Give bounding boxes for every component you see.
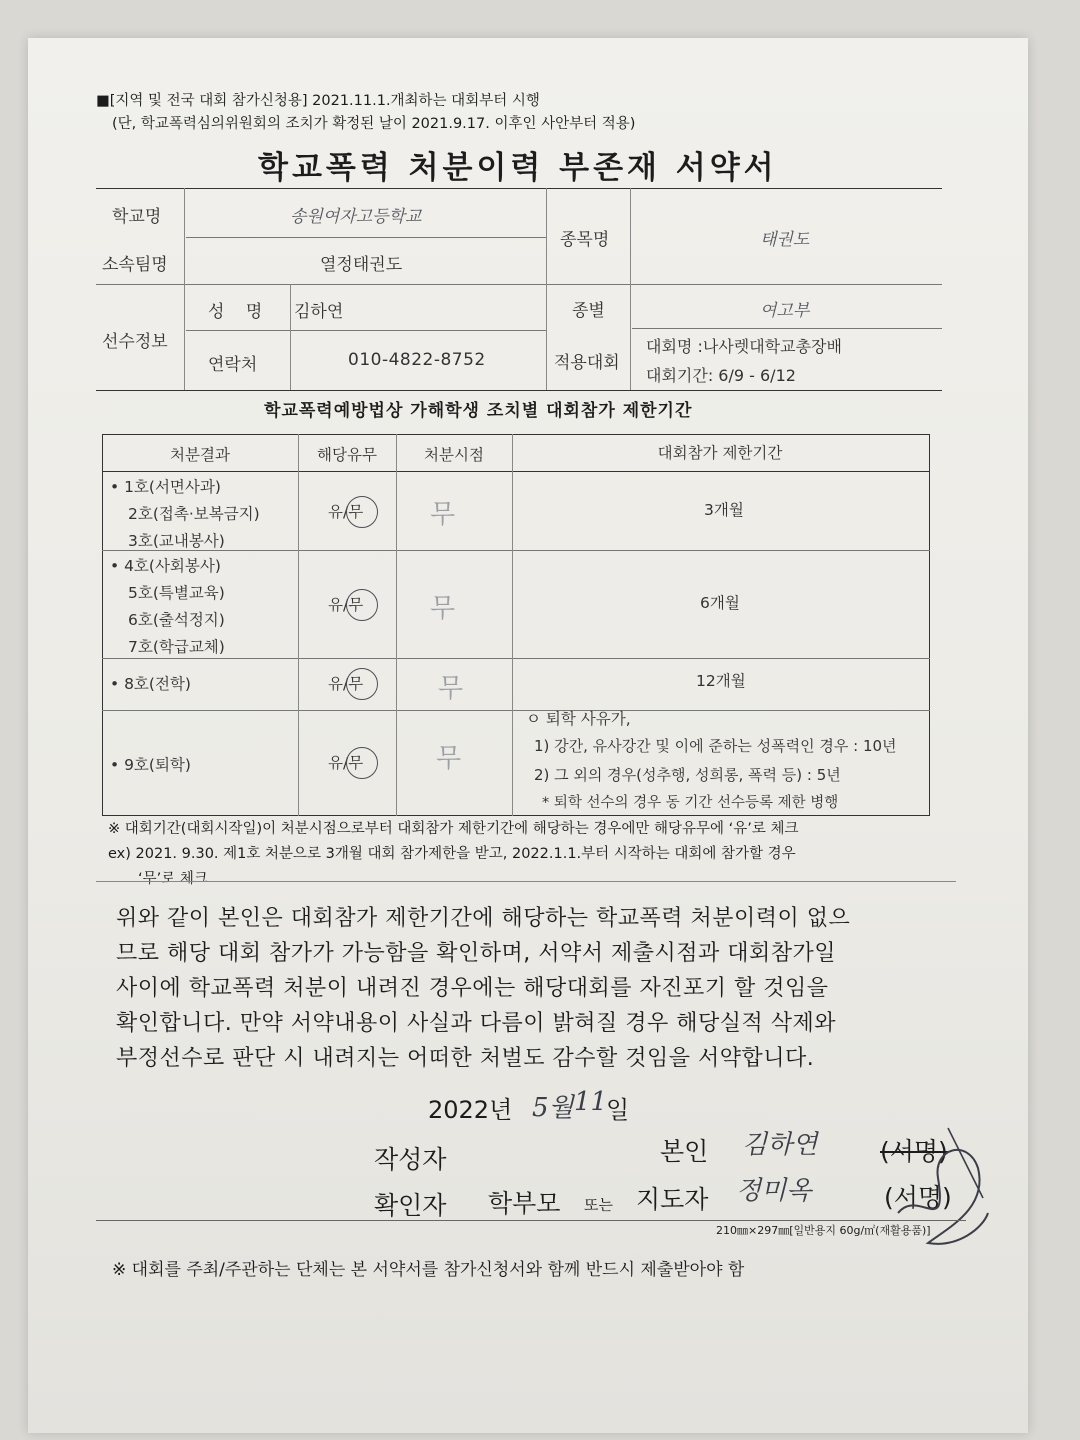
row3-check: 유/무 (328, 675, 364, 693)
row1-line2: 2호(접촉·보복금지) (128, 505, 260, 523)
row4-limit-line3: 2) 그 외의 경우(성추행, 성희롱, 폭력 등) : 5년 (534, 766, 841, 784)
row4-limit-line2: 1) 강간, 유사강간 및 이에 준하는 성폭력인 경우 : 10년 (534, 737, 897, 755)
row3-time-mark: 무 (438, 674, 464, 704)
category-value: 여고부 (760, 301, 810, 321)
signature-divider (96, 1220, 966, 1221)
info-bottom-border (96, 390, 942, 391)
col-header-time: 처분시점 (424, 446, 484, 464)
info-row-divider (96, 284, 942, 285)
info-row-divider (186, 237, 546, 238)
table-col-divider (396, 434, 397, 816)
name-value: 김하연 (294, 302, 344, 322)
info-col-divider (630, 188, 631, 390)
pledge-line-4: 확인합니다. 만약 서약내용이 사실과 다름이 밝혀질 경우 해당실적 삭제와 (116, 1011, 837, 1036)
school-label: 학교명 (112, 207, 162, 227)
competition-name: 대회명 :나사렛대학교총장배 (646, 337, 842, 356)
col-header-applicable: 해당유무 (317, 446, 377, 464)
header-notice-2: (단, 학교폭력심의위원회의 조치가 확정된 날이 2021.9.17. 이후인 사안부터 적용) (112, 116, 636, 132)
pledge-line-2: 므로 해당 대회 참가가 가능함을 확인하며, 서약서 제출시점과 대회참가일 (116, 941, 837, 966)
table-row-divider (102, 550, 930, 551)
player-info-label: 선수정보 (102, 332, 168, 352)
school-value: 송원여자고등학교 (290, 207, 422, 227)
note-3: ‘무’로 체크 (138, 871, 208, 887)
date-day: 11 (574, 1087, 608, 1117)
info-top-border (96, 188, 942, 189)
row4-time-mark: 무 (436, 744, 462, 774)
self-label: 본인 (660, 1137, 709, 1166)
row2-line1: • 4호(사회봉사) (110, 557, 221, 575)
or-label: 또는 (584, 1196, 613, 1214)
writer-label: 작성자 (374, 1145, 447, 1174)
note-2: ex) 2021. 9.30. 제1호 처분으로 3개월 대회 참가제한을 받고, 2022.1.1.부터 시작하는 대회에 참가할 경우 (108, 846, 796, 862)
row2-line4: 7호(학급교체) (128, 638, 225, 656)
info-row-divider (186, 330, 546, 331)
table-heading: 학교폭력예방법상 가해학생 조치별 대회참가 제한기간 (264, 401, 693, 421)
event-value: 태권도 (760, 230, 810, 250)
note-1: ※ 대회기간(대회시작일)이 처분시점으로부터 대회참가 제한기간에 해당하는 경우에만 해당유무에 ‘유’로 체크 (108, 821, 799, 837)
col-header-result: 처분결과 (170, 446, 230, 464)
row4-check: 유/무 (328, 754, 364, 772)
event-label: 종목명 (560, 230, 610, 250)
category-label: 종별 (572, 301, 605, 321)
table-col-divider (298, 434, 299, 816)
date-month: 5월 (532, 1093, 574, 1123)
date-year: 2022년 (428, 1096, 513, 1124)
team-value: 열정태권도 (320, 255, 403, 275)
date-suffix: 일 (606, 1096, 630, 1124)
pledge-line-3: 사이에 학교폭력 처분이 내려진 경우에는 해당대회를 자진포기 할 것임을 (116, 976, 829, 1001)
signature-placeholder-1: (서명) (880, 1137, 948, 1166)
row2-line3: 6호(출석정지) (128, 611, 225, 629)
table-row-divider (102, 658, 930, 659)
row1-limit: 3개월 (704, 501, 744, 519)
row3-line1: • 8호(전학) (110, 675, 191, 693)
pledge-line-1: 위와 같이 본인은 대회참가 제한기간에 해당하는 학교폭력 처분이력이 없으 (116, 906, 851, 931)
row2-limit: 6개월 (700, 594, 740, 612)
coach-signature-name: 정미옥 (736, 1176, 812, 1206)
check-circle-mark (346, 589, 378, 621)
check-circle-mark (346, 747, 378, 779)
check-circle-mark (346, 668, 378, 700)
phone-value: 010-4822-8752 (348, 350, 486, 370)
info-col-divider (290, 284, 291, 390)
row1-line3: 3호(교내봉사) (128, 532, 225, 550)
confirmer-label: 확인자 (374, 1191, 447, 1220)
name-label: 성 명 (208, 302, 271, 322)
row4-limit-line1: ㅇ 퇴학 사유가, (526, 710, 631, 728)
info-col-divider (184, 188, 185, 390)
phone-label: 연락처 (208, 355, 258, 375)
competition-period: 대회기간: 6/9 - 6/12 (646, 366, 796, 385)
row3-limit: 12개월 (696, 672, 746, 690)
row2-line2: 5호(특별교육) (128, 584, 225, 602)
footer-notice: ※ 대회를 주최/주관하는 단체는 본 서약서를 참가신청서와 함께 반드시 제출받아야 함 (112, 1260, 745, 1280)
row1-time-mark: 무 (430, 500, 456, 530)
table-col-divider (512, 434, 513, 816)
info-col-divider (546, 188, 547, 390)
parent-label: 학부모 (488, 1189, 561, 1218)
row2-check: 유/무 (328, 596, 364, 614)
document-page (28, 38, 1028, 1433)
coach-label: 지도자 (636, 1185, 709, 1214)
signature-placeholder-2: (서명) (884, 1183, 952, 1212)
table-header-border (102, 471, 930, 472)
table-row-divider (102, 710, 930, 711)
row1-line1: • 1호(서면사과) (110, 478, 221, 496)
paper-spec: 210㎜×297㎜[일반용지 60g/㎡(재활용품)] (716, 1224, 931, 1237)
pledge-line-5: 부정선수로 판단 시 내려지는 어떠한 처벌도 감수할 것임을 서약합니다. (116, 1046, 815, 1071)
check-circle-mark (346, 496, 378, 528)
document-title: 학교폭력 처분이력 부존재 서약서 (258, 150, 778, 186)
row4-limit-line4: * 퇴학 선수의 경우 동 기간 선수등록 제한 병행 (542, 795, 839, 811)
info-row-divider (632, 328, 942, 329)
row2-time-mark: 무 (430, 594, 456, 624)
team-label: 소속팀명 (102, 255, 168, 275)
notes-divider (96, 881, 956, 882)
competition-label: 적용대회 (554, 353, 620, 373)
header-notice-1: ■[지역 및 전국 대회 참가신청용] 2021.11.1.개최하는 대회부터 시행 (96, 93, 540, 109)
row1-check: 유/무 (328, 503, 364, 521)
col-header-limit: 대회참가 제한기간 (657, 444, 783, 462)
row4-line1: • 9호(퇴학) (110, 756, 191, 774)
self-signature-name: 김하연 (742, 1130, 818, 1160)
